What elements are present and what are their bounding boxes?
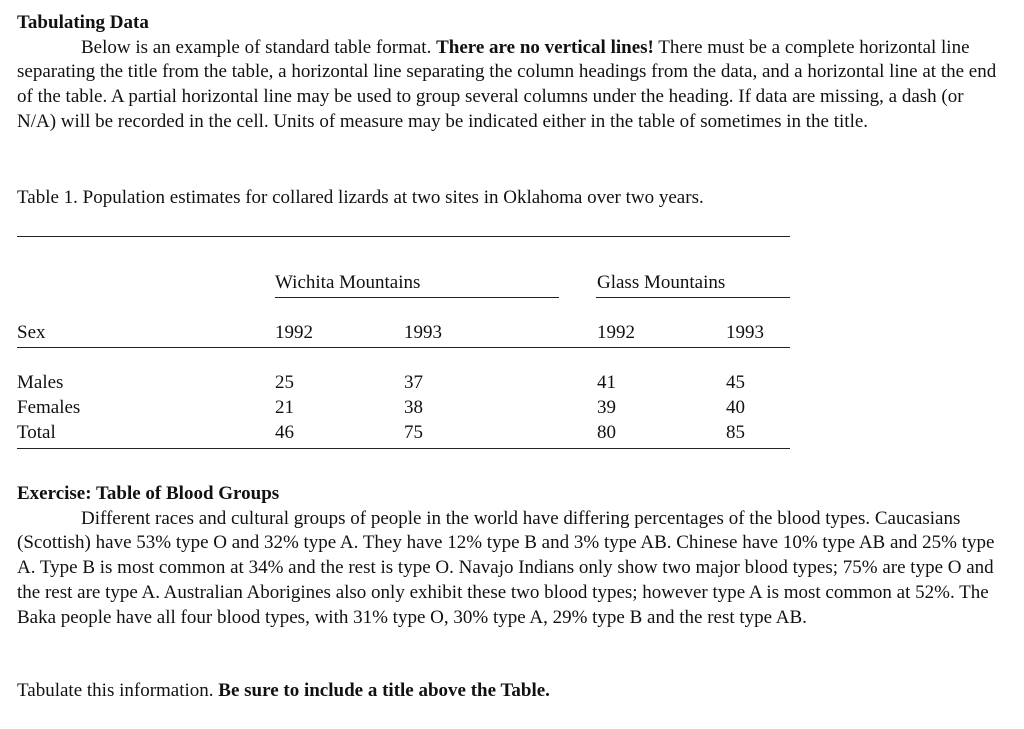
row-label: Males xyxy=(17,372,64,393)
table-cell: 80 xyxy=(597,422,616,443)
lizard-population-table xyxy=(17,236,790,448)
intro-text-part1: Below is an example of standard table format. xyxy=(81,36,437,58)
table-cell: 45 xyxy=(726,372,745,393)
table-header-rule xyxy=(17,347,790,348)
intro-emphasis: There are no vertical lines! xyxy=(436,36,654,58)
exercise-section xyxy=(17,482,1002,630)
exercise-text: Different races and cultural groups of people in the world have differing percentages of the blood types. Caucasians (Scottish) have 53% type O and 32% type A. They have 12% type B and 3% type AB. Chinese have 10% type AB and 25% type A. Type B is most common at 34% and the rest is type O. Navajo Indians only show two major blood types; 75% are type O and the rest are type A. Australian Aborigines also only exhibit these two blood types; however type A is most common at 52%. The Baka people have all four blood types, with 31% type O, 30% type A, 29% type B and the rest type AB. xyxy=(17,507,995,628)
row-label: Females xyxy=(17,397,81,418)
table-cell: 37 xyxy=(404,372,423,393)
year-header: 1993 xyxy=(726,322,764,343)
year-header: 1992 xyxy=(275,322,313,343)
group-rule-glass xyxy=(596,297,790,298)
instruction-text: Tabulate this information. xyxy=(17,680,219,701)
table-cell: 21 xyxy=(275,397,294,418)
year-header: 1993 xyxy=(404,322,442,343)
table-top-rule xyxy=(17,236,790,237)
exercise-title: Exercise: Table of Blood Groups xyxy=(17,483,280,504)
table-cell: 25 xyxy=(275,372,294,393)
table-cell: 41 xyxy=(597,372,616,393)
intro-paragraph xyxy=(17,36,1002,135)
exercise-paragraph xyxy=(17,507,1002,631)
table-cell: 39 xyxy=(597,397,616,418)
table-caption: Table 1. Population estimates for collared lizards at two sites in Oklahoma over two years. xyxy=(17,187,704,208)
exercise-instruction xyxy=(17,679,550,704)
group-header-glass: Glass Mountains xyxy=(597,272,726,293)
table-bottom-rule xyxy=(17,448,790,449)
table-cell: 85 xyxy=(726,422,745,443)
year-header: 1992 xyxy=(597,322,635,343)
document-page xyxy=(17,11,1002,701)
group-rule-wichita xyxy=(275,297,559,298)
row-header-label: Sex xyxy=(17,322,46,343)
table-cell: 38 xyxy=(404,397,423,418)
table-cell: 46 xyxy=(275,422,294,443)
section-title: Tabulating Data xyxy=(17,12,149,33)
row-label: Total xyxy=(17,422,56,443)
intro-text-part2: There must be a complete horizontal line separating the title from the table, a horizontal line separating the column headings from the data, and a horizontal line at the end of the table. A partial horizontal line may be used to group several columns under the heading. If data are missing, a dash (or N/A) will be recorded in the cell. Units of measure may be indicated either in the table of sometimes in the title. xyxy=(17,36,997,132)
table-cell: 75 xyxy=(404,422,423,443)
instruction-emphasis: Be sure to include a title above the Table. xyxy=(218,680,550,701)
group-header-wichita: Wichita Mountains xyxy=(275,272,421,293)
table-cell: 40 xyxy=(726,397,745,418)
